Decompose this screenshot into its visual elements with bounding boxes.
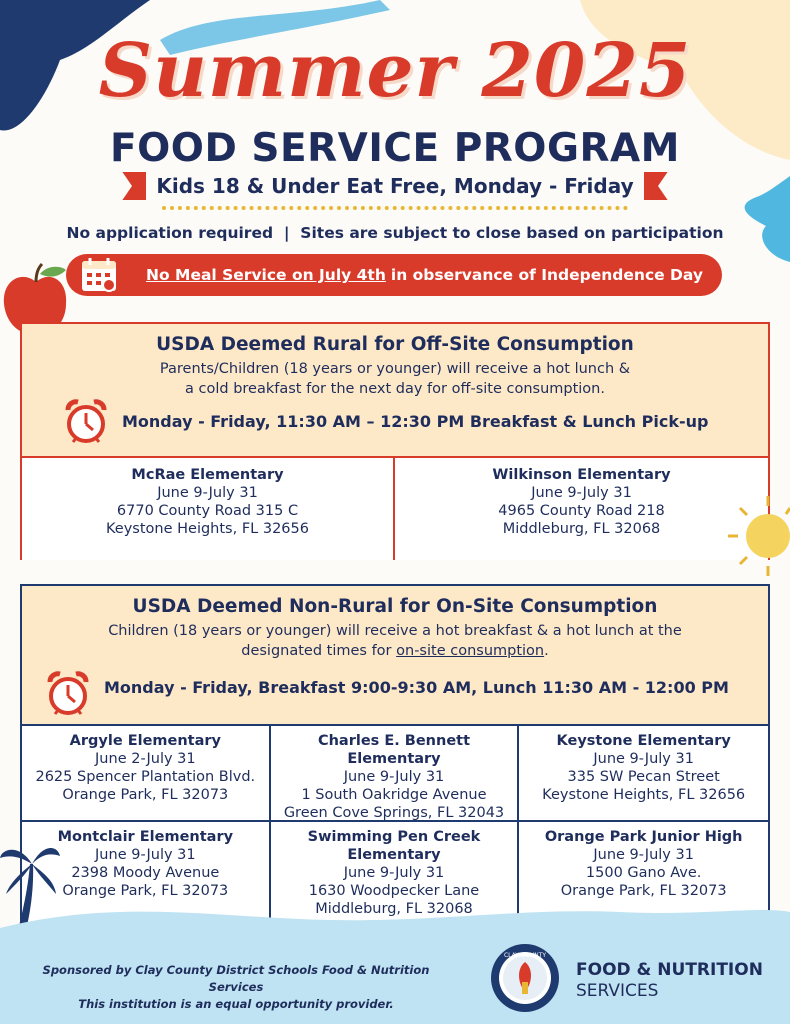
rural-schedule: Monday - Friday, 11:30 AM – 12:30 PM Breakfast & Lunch Pick-up — [122, 412, 709, 431]
nonrural-header — [22, 586, 768, 726]
site-dates: June 9-July 31 — [593, 751, 694, 767]
nonrural-section — [20, 584, 770, 932]
rural-desc-line2: a cold breakfast for the next day for off-site consumption. — [185, 381, 605, 397]
nonrural-desc-line2a: designated times for — [241, 643, 397, 659]
site-dates: June 9-July 31 — [157, 485, 258, 501]
site-name: Orange Park Junior High — [544, 829, 743, 845]
site-name: Keystone Elementary — [556, 733, 731, 749]
summer-2025-title: Summer 2025 — [98, 28, 692, 114]
site-name: Charles E. Bennett Elementary — [317, 733, 471, 767]
sponsor-text — [22, 962, 450, 1013]
site-city: Orange Park, FL 32073 — [62, 883, 229, 899]
site-card — [519, 726, 768, 822]
site-dates: June 9-July 31 — [531, 485, 632, 501]
brand-line-1: FOOD & NUTRITION — [576, 960, 763, 980]
site-city: Orange Park, FL 32073 — [62, 787, 229, 803]
site-city: Middleburg, FL 32068 — [502, 521, 661, 537]
no-service-date: No Meal Service on July 4th — [146, 266, 386, 284]
site-dates: June 9-July 31 — [593, 847, 694, 863]
sun-decoration — [724, 492, 790, 578]
site-street: 4965 County Road 218 — [498, 503, 665, 519]
site-name: McRae Elementary — [131, 467, 284, 483]
site-street: 1630 Woodpecker Lane — [308, 883, 480, 899]
site-street: 1 South Oakridge Avenue — [301, 787, 487, 803]
rural-title: USDA Deemed Rural for Off-Site Consumption — [156, 334, 634, 355]
nonrural-schedule: Monday - Friday, Breakfast 9:00-9:30 AM, Lunch 11:30 AM - 12:00 PM — [104, 678, 729, 697]
rural-sites — [22, 458, 768, 560]
rural-header — [22, 324, 768, 458]
site-dates: June 9-July 31 — [95, 847, 196, 863]
eligibility-text: Kids 18 & Under Eat Free, Monday - Friday — [156, 174, 634, 198]
site-name: Swimming Pen Creek Elementary — [307, 829, 481, 863]
dotted-divider — [162, 206, 628, 210]
site-card — [22, 458, 395, 560]
svg-text:CLAY COUNTY: CLAY COUNTY — [503, 952, 547, 959]
site-street: 2625 Spencer Plantation Blvd. — [35, 769, 256, 785]
nonrural-title: USDA Deemed Non-Rural for On-Site Consumption — [132, 596, 658, 617]
site-city: Keystone Heights, FL 32656 — [106, 521, 309, 537]
district-seal-logo — [489, 942, 561, 1014]
program-title: FOOD SERVICE PROGRAM — [110, 126, 680, 171]
sponsor-line: Sponsored by Clay County District Schools Food & Nutrition Services — [42, 963, 430, 994]
onsite-consumption-text: on-site consumption — [396, 643, 545, 659]
nonrural-desc-line2b: . — [544, 643, 549, 659]
equal-opportunity-line: This institution is an equal opportunity provider. — [78, 997, 394, 1011]
ribbon-left-tail — [122, 172, 146, 200]
site-card — [395, 458, 768, 560]
rural-description — [22, 359, 768, 399]
site-city: Green Cove Springs, FL 32043 — [283, 805, 505, 821]
alarm-clock-icon — [46, 670, 90, 718]
site-dates: June 9-July 31 — [343, 769, 445, 785]
brand-line-2: SERVICES — [576, 981, 659, 1001]
no-service-reason: in observance of Independence Day — [390, 266, 703, 284]
site-city: Keystone Heights, FL 32656 — [542, 787, 746, 803]
site-street: 335 SW Pecan Street — [567, 769, 720, 785]
site-name: Wilkinson Elementary — [492, 467, 671, 483]
nonrural-description — [22, 621, 768, 661]
site-street: 6770 County Road 315 C — [116, 503, 299, 519]
eligibility-ribbon — [0, 172, 790, 200]
ribbon-right-tail — [644, 172, 668, 200]
application-note: No application required | Sites are subject to close based on participation — [66, 224, 724, 242]
site-dates: June 2-July 31 — [95, 751, 196, 767]
site-name: Montclair Elementary — [57, 829, 234, 845]
alarm-clock-icon — [64, 398, 108, 446]
site-card — [271, 726, 520, 822]
site-street: 2398 Moody Avenue — [71, 865, 220, 881]
rural-section — [20, 322, 770, 560]
site-card — [22, 726, 271, 822]
no-service-alert — [66, 254, 722, 296]
site-city: Orange Park, FL 32073 — [560, 883, 727, 899]
site-dates: June 9-July 31 — [343, 865, 445, 881]
site-city: Middleburg, FL 32068 — [315, 901, 473, 917]
site-name: Argyle Elementary — [69, 733, 221, 749]
calendar-icon — [80, 256, 118, 294]
nonrural-desc-line1: Children (18 years or younger) will receive a hot breakfast & a hot lunch at the — [108, 623, 682, 639]
rural-desc-line1: Parents/Children (18 years or younger) will receive a hot lunch & — [159, 361, 631, 377]
site-street: 1500 Gano Ave. — [585, 865, 702, 881]
food-nutrition-services-brand — [576, 960, 763, 1002]
